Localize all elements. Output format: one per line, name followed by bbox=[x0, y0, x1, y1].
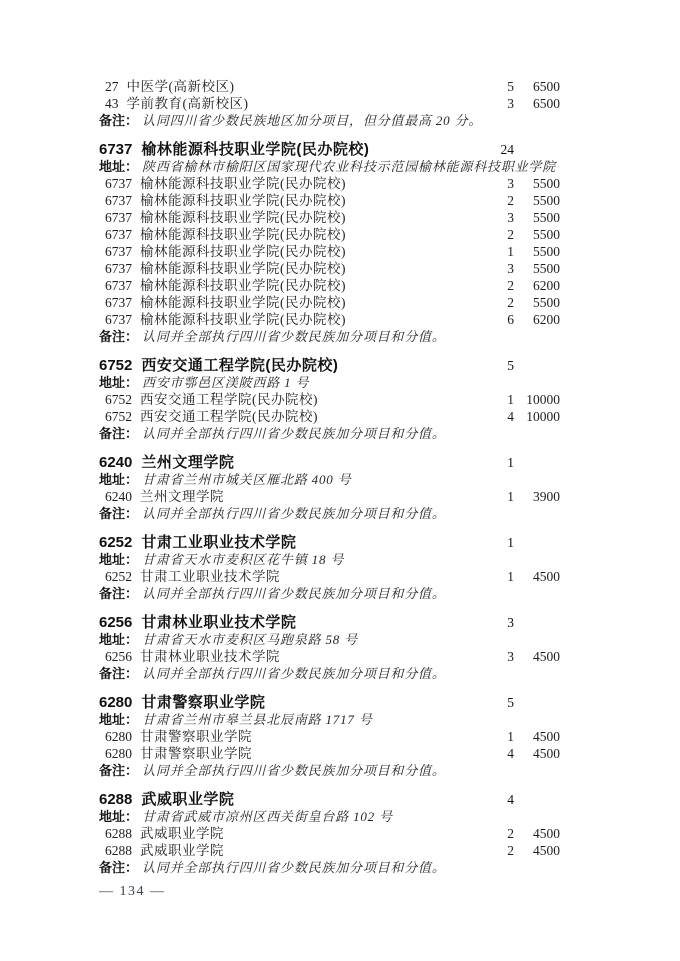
major-code: 6737 bbox=[105, 244, 132, 259]
major-code: 6737 bbox=[105, 261, 132, 276]
college-header-row bbox=[99, 791, 560, 808]
major-plan-count: 4 bbox=[507, 746, 514, 761]
college-total-count: 24 bbox=[500, 142, 514, 157]
major-code: 6240 bbox=[105, 489, 132, 504]
note-text: 认同并全部执行四川省少数民族加分项目和分值。 bbox=[142, 860, 446, 875]
college-header-row bbox=[99, 454, 560, 471]
college-name: 榆林能源科技职业学院(民办院校) bbox=[141, 141, 370, 158]
major-tuition-fee: 5500 bbox=[533, 261, 560, 276]
major-code: 6256 bbox=[105, 649, 132, 664]
note-label: 备注： bbox=[99, 426, 139, 441]
address-text: 甘肃省兰州市皋兰县北辰南路 1717 号 bbox=[142, 712, 373, 727]
major-tuition-fee: 5500 bbox=[533, 227, 560, 242]
major-plan-count: 2 bbox=[507, 826, 514, 841]
address-row bbox=[99, 631, 560, 648]
major-code: 43 bbox=[105, 96, 119, 111]
major-code: 6280 bbox=[105, 746, 132, 761]
major-plan-count: 1 bbox=[507, 244, 514, 259]
major-tuition-fee: 3900 bbox=[533, 489, 560, 504]
address-row bbox=[99, 551, 560, 568]
college-block bbox=[99, 614, 560, 682]
major-list bbox=[99, 391, 560, 425]
major-name: 甘肃警察职业学院 bbox=[140, 729, 252, 744]
college-header-row bbox=[99, 357, 560, 374]
note-row bbox=[99, 112, 560, 129]
major-tuition-fee: 5500 bbox=[533, 244, 560, 259]
major-tuition-fee: 4500 bbox=[533, 746, 560, 761]
note-label: 备注： bbox=[99, 666, 139, 681]
major-row bbox=[99, 745, 560, 762]
note-label: 备注： bbox=[99, 860, 139, 875]
page-number-text: — 134 — bbox=[99, 884, 166, 899]
college-name: 兰州文理学院 bbox=[141, 454, 235, 471]
major-list bbox=[99, 648, 560, 665]
major-row bbox=[99, 277, 560, 294]
address-label: 地址： bbox=[99, 552, 139, 567]
major-list bbox=[99, 728, 560, 762]
major-plan-count: 3 bbox=[507, 176, 514, 191]
major-row bbox=[99, 842, 560, 859]
major-tuition-fee: 6200 bbox=[533, 278, 560, 293]
address-row bbox=[99, 471, 560, 488]
major-row bbox=[99, 568, 560, 585]
note-label: 备注： bbox=[99, 506, 139, 521]
major-row bbox=[99, 294, 560, 311]
college-name: 甘肃警察职业学院 bbox=[141, 694, 266, 711]
college-code: 6252 bbox=[99, 534, 133, 551]
major-row bbox=[99, 648, 560, 665]
college-code: 6256 bbox=[99, 614, 133, 631]
major-row bbox=[99, 209, 560, 226]
college-list bbox=[99, 141, 560, 876]
address-label: 地址： bbox=[99, 375, 139, 390]
college-header-row bbox=[99, 141, 560, 158]
major-plan-count: 4 bbox=[507, 409, 514, 424]
major-tuition-fee: 4500 bbox=[533, 649, 560, 664]
note-row bbox=[99, 505, 560, 522]
major-tuition-fee: 4500 bbox=[533, 826, 560, 841]
college-total-count: 1 bbox=[507, 455, 514, 470]
note-row bbox=[99, 425, 560, 442]
address-label: 地址： bbox=[99, 712, 139, 727]
note-label: 备注： bbox=[99, 113, 139, 128]
major-name: 西安交通工程学院(民办院校) bbox=[140, 409, 318, 424]
college-block-continuation bbox=[99, 78, 560, 129]
college-block bbox=[99, 534, 560, 602]
major-code: 6288 bbox=[105, 843, 132, 858]
major-plan-count: 3 bbox=[507, 96, 514, 111]
note-text: 认同并全部执行四川省少数民族加分项目和分值。 bbox=[142, 426, 446, 441]
major-plan-count: 3 bbox=[507, 649, 514, 664]
major-plan-count: 6 bbox=[507, 312, 514, 327]
major-row bbox=[99, 175, 560, 192]
major-name: 西安交通工程学院(民办院校) bbox=[140, 392, 318, 407]
address-label: 地址： bbox=[99, 472, 139, 487]
major-name: 榆林能源科技职业学院(民办院校) bbox=[140, 261, 346, 276]
major-code: 6737 bbox=[105, 312, 132, 327]
major-row bbox=[99, 825, 560, 842]
major-list bbox=[99, 488, 560, 505]
note-row bbox=[99, 328, 560, 345]
major-plan-count: 1 bbox=[507, 392, 514, 407]
college-total-count: 5 bbox=[507, 695, 514, 710]
catalog-content bbox=[99, 78, 560, 876]
major-name: 榆林能源科技职业学院(民办院校) bbox=[140, 312, 346, 327]
major-code: 27 bbox=[105, 79, 119, 94]
address-text: 陕西省榆林市榆阳区国家现代农业科技示范园榆林能源科技职业学院 bbox=[142, 159, 557, 174]
major-name: 榆林能源科技职业学院(民办院校) bbox=[140, 176, 346, 191]
major-code: 6252 bbox=[105, 569, 132, 584]
college-block bbox=[99, 454, 560, 522]
major-name: 榆林能源科技职业学院(民办院校) bbox=[140, 193, 346, 208]
major-plan-count: 5 bbox=[507, 79, 514, 94]
major-row bbox=[99, 311, 560, 328]
note-text: 认同并全部执行四川省少数民族加分项目和分值。 bbox=[142, 666, 446, 681]
major-code: 6737 bbox=[105, 295, 132, 310]
college-name: 武威职业学院 bbox=[141, 791, 235, 808]
major-plan-count: 2 bbox=[507, 278, 514, 293]
major-tuition-fee: 6500 bbox=[533, 96, 560, 111]
college-total-count: 1 bbox=[507, 535, 514, 550]
major-name: 榆林能源科技职业学院(民办院校) bbox=[140, 278, 346, 293]
major-plan-count: 2 bbox=[507, 227, 514, 242]
note-text: 认同并全部执行四川省少数民族加分项目和分值。 bbox=[142, 763, 446, 778]
college-name: 西安交通工程学院(民办院校) bbox=[141, 357, 339, 374]
major-name: 甘肃林业职业技术学院 bbox=[140, 649, 280, 664]
note-label: 备注： bbox=[99, 763, 139, 778]
major-tuition-fee: 5500 bbox=[533, 193, 560, 208]
address-label: 地址： bbox=[99, 632, 139, 647]
college-header-row bbox=[99, 614, 560, 631]
address-row bbox=[99, 808, 560, 825]
major-code: 6737 bbox=[105, 176, 132, 191]
major-name: 榆林能源科技职业学院(民办院校) bbox=[140, 227, 346, 242]
major-tuition-fee: 4500 bbox=[533, 843, 560, 858]
major-plan-count: 2 bbox=[507, 843, 514, 858]
college-block bbox=[99, 357, 560, 442]
major-tuition-fee: 10000 bbox=[526, 392, 560, 407]
major-code: 6737 bbox=[105, 278, 132, 293]
college-code: 6752 bbox=[99, 357, 133, 374]
major-name: 学前教育(高新校区) bbox=[126, 96, 249, 111]
college-code: 6737 bbox=[99, 141, 133, 158]
major-tuition-fee: 4500 bbox=[533, 569, 560, 584]
major-row bbox=[99, 728, 560, 745]
major-name: 武威职业学院 bbox=[140, 843, 224, 858]
major-plan-count: 1 bbox=[507, 569, 514, 584]
major-tuition-fee: 6500 bbox=[533, 79, 560, 94]
college-header-row bbox=[99, 694, 560, 711]
major-name: 甘肃警察职业学院 bbox=[140, 746, 252, 761]
address-row bbox=[99, 374, 560, 391]
major-row bbox=[99, 95, 560, 112]
address-row bbox=[99, 711, 560, 728]
major-name: 兰州文理学院 bbox=[140, 489, 224, 504]
major-plan-count: 3 bbox=[507, 261, 514, 276]
note-text: 认同四川省少数民族地区加分项目，但分值最高 20 分。 bbox=[142, 113, 483, 128]
major-row bbox=[99, 408, 560, 425]
major-row bbox=[99, 226, 560, 243]
note-row bbox=[99, 762, 560, 779]
major-tuition-fee: 5500 bbox=[533, 210, 560, 225]
major-name: 中医学(高新校区) bbox=[126, 79, 235, 94]
major-code: 6752 bbox=[105, 409, 132, 424]
major-code: 6288 bbox=[105, 826, 132, 841]
college-name: 甘肃工业职业技术学院 bbox=[141, 534, 297, 551]
major-row bbox=[99, 391, 560, 408]
major-tuition-fee: 6200 bbox=[533, 312, 560, 327]
college-code: 6280 bbox=[99, 694, 133, 711]
address-text: 西安市鄠邑区渼陂西路 1 号 bbox=[142, 375, 310, 390]
address-text: 甘肃省兰州市城关区雁北路 400 号 bbox=[142, 472, 352, 487]
major-tuition-fee: 5500 bbox=[533, 176, 560, 191]
address-label: 地址： bbox=[99, 159, 139, 174]
note-text: 认同并全部执行四川省少数民族加分项目和分值。 bbox=[142, 506, 446, 521]
major-tuition-fee: 5500 bbox=[533, 295, 560, 310]
college-total-count: 4 bbox=[507, 792, 514, 807]
major-code: 6280 bbox=[105, 729, 132, 744]
college-block bbox=[99, 694, 560, 779]
major-list bbox=[99, 825, 560, 859]
major-row bbox=[99, 192, 560, 209]
college-block bbox=[99, 791, 560, 876]
note-text: 认同并全部执行四川省少数民族加分项目和分值。 bbox=[142, 586, 446, 601]
major-row bbox=[99, 488, 560, 505]
major-name: 榆林能源科技职业学院(民办院校) bbox=[140, 210, 346, 225]
major-list bbox=[99, 568, 560, 585]
college-name: 甘肃林业职业技术学院 bbox=[141, 614, 297, 631]
major-plan-count: 2 bbox=[507, 295, 514, 310]
major-name: 甘肃工业职业技术学院 bbox=[140, 569, 280, 584]
college-total-count: 5 bbox=[507, 358, 514, 373]
major-list bbox=[99, 175, 560, 328]
note-label: 备注： bbox=[99, 329, 139, 344]
major-code: 6737 bbox=[105, 210, 132, 225]
note-row bbox=[99, 585, 560, 602]
college-total-count: 3 bbox=[507, 615, 514, 630]
major-list bbox=[99, 78, 560, 112]
major-tuition-fee: 4500 bbox=[533, 729, 560, 744]
major-row bbox=[99, 78, 560, 95]
college-header-row bbox=[99, 534, 560, 551]
major-plan-count: 1 bbox=[507, 489, 514, 504]
address-text: 甘肃省武威市凉州区西关街皇台路 102 号 bbox=[142, 809, 393, 824]
college-block bbox=[99, 141, 560, 345]
note-row bbox=[99, 665, 560, 682]
major-row bbox=[99, 243, 560, 260]
major-code: 6752 bbox=[105, 392, 132, 407]
major-tuition-fee: 10000 bbox=[526, 409, 560, 424]
major-name: 榆林能源科技职业学院(民办院校) bbox=[140, 295, 346, 310]
page-number bbox=[99, 884, 166, 900]
major-row bbox=[99, 260, 560, 277]
college-code: 6288 bbox=[99, 791, 133, 808]
major-code: 6737 bbox=[105, 227, 132, 242]
address-row bbox=[99, 158, 560, 175]
note-text: 认同并全部执行四川省少数民族加分项目和分值。 bbox=[142, 329, 446, 344]
major-plan-count: 3 bbox=[507, 210, 514, 225]
address-text: 甘肃省天水市麦积区马跑泉路 58 号 bbox=[142, 632, 358, 647]
address-text: 甘肃省天水市麦积区花牛镇 18 号 bbox=[142, 552, 345, 567]
address-label: 地址： bbox=[99, 809, 139, 824]
major-plan-count: 2 bbox=[507, 193, 514, 208]
note-row bbox=[99, 859, 560, 876]
major-name: 榆林能源科技职业学院(民办院校) bbox=[140, 244, 346, 259]
major-plan-count: 1 bbox=[507, 729, 514, 744]
major-code: 6737 bbox=[105, 193, 132, 208]
college-code: 6240 bbox=[99, 454, 133, 471]
note-label: 备注： bbox=[99, 586, 139, 601]
major-name: 武威职业学院 bbox=[140, 826, 224, 841]
